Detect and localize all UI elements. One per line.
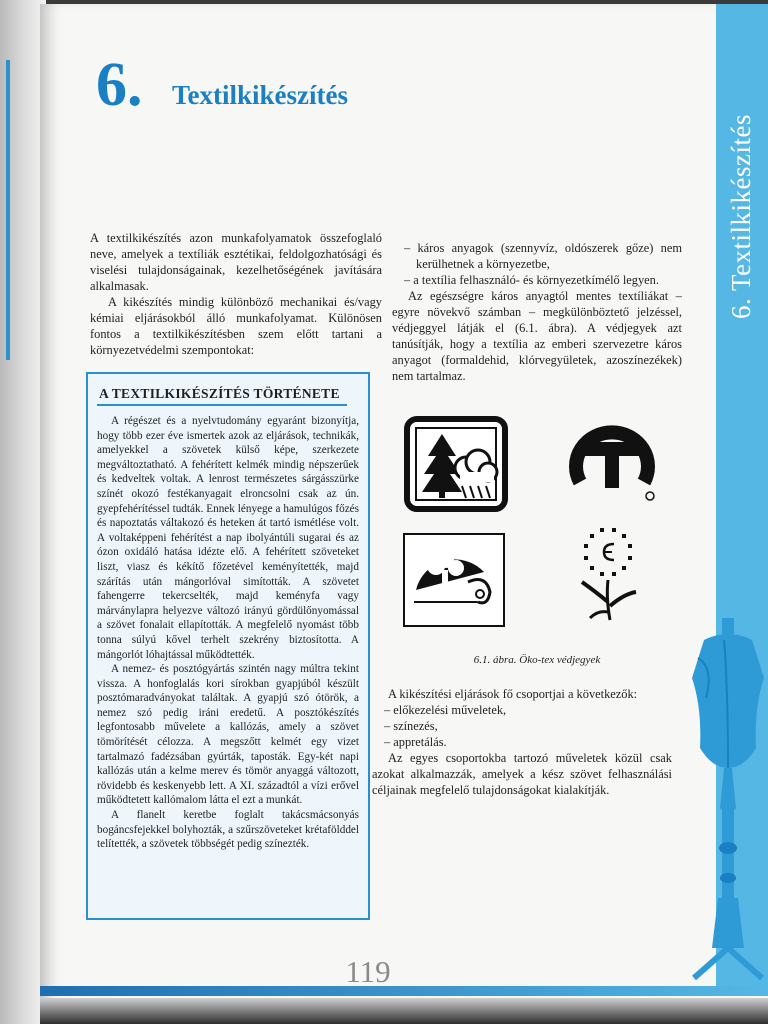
list-item: – káros anyagok (szennyvíz, oldószerek gőze) nem kerülhetnek a környezetbe, [404,241,682,271]
intro-text [90,230,382,358]
closing-paragraph: Az egyes csoportokba tartozó műveletek közül csak azokat alkalmazzák, amelyek a kész szövet felhasználási céljainak megfelelő tulajdonságokat kialakítják. [372,751,672,797]
intro-paragraph: A textilkikészítés azon munkafolyamatok összefoglaló neve, amelyek a textíliák esztétikai, feldolgozhatósági és viselési tulajdonságainak, kezelhetőségének javítására alkalmasak. [90,231,382,293]
list-item: – előkezelési műveletek, [384,703,507,717]
history-box-title: A TEXTILKIKÉSZÍTÉS TÖRTÉNETE [99,386,340,401]
trademark-paragraph: Az egészségre káros anyagtól mentes textíliákat – egyre növekvő számban – megkülönböztető jelzéssel, védjeggyel látják el (6.1. ábra). A védjegyek azt tanúsítják, hogy a textília az emberi szervezetre káros anyagot (formaldehid, klórvegyületek, azoszínezékek) nem tartalmaz. [392,289,682,383]
side-tab-text: 6. Textilkikészítés [726,113,757,319]
chapter-number: 6. [96,51,143,119]
history-box-rule [97,404,347,406]
list-item: – a textília felhasználó- és környezetkímélő legyen. [404,273,659,287]
oeko-tex-figure [400,412,670,630]
process-groups-list [372,702,672,750]
history-paragraph: A nemez- és posztógyártás szintén nagy múltra tekint vissza. A honfoglalás kori sírokban gyapjúból készült posztómaradványokat találtak. A gyapjú szó ótörök, a nemez szó pedig iráni eredetű. A posztókészítés legfontosabb művelete a kallózás, amely a szövet tömörítését célozza. A megszőtt kelmét egy vizet tartalmazó fadézsában gyúrták, taposták. Egy-két napi kallózás után a kelme merev és tömör anyaggá változott, rövidebb és keskenyebb lett. A XI. századtól a vízi erővel működtetett kallómalom látta el ezt a munkát. [97,663,359,807]
figure-caption: 6.1. ábra. Öko-tex védjegyek [473,654,601,666]
intro-paragraph: A kikészítés mindig különböző mechanikai és/vagy kémiai eljárásokból álló munkafolyamat. Különösen fontos a textilkikészítésben szem előtt tartani a környezetvédelmi szempontokat: [90,295,382,357]
mannequin-icon [684,618,768,998]
history-paragraph: A régészet és a nyelvtudomány egyaránt bizonyítja, hogy több ezer éve ismertek azok az eljárások, technikák, amelyekkel a szövetek külső képe, szerkezete megváltoztatható. A fehérített kelmék mindig népszerűek és kedveltek voltak. A lenrost természetes sárgásszürke színét okozó festékanyagait elroncsolni csak az ún. gyepfehérítéssel tudták. Ennek lényege a hamulúgos főzés és napoztatás váltakozó és heteken át tartó ismétlése volt. A voltaképpeni fehérítést a nap ibolyántúli sugarai és az ózon oxidáló hatása idézte elő. A fehérített szöveteket liszt, viasz és kékítő főzetével keményítették, majd szárítás után mángorlóval simították. A szövetet fahengerre tekercselték, majd keményfa vagy márványlapra helyezve változó irányú gördülőnyomással a szövet fonalait ellapították. A megfelelő nyomást több tonna súlyú kővel terhelt szekrény biztosította. A mángorlót lóhajtással működtették. [97,415,359,661]
right-column-bottom [372,686,672,798]
tree-cloud-logo-icon [404,416,508,512]
page-number: 119 [345,954,391,989]
groups-intro: A kikészítési eljárások fő csoportjai a következők: [388,687,638,701]
right-column-top [392,240,682,384]
environment-list [392,240,682,288]
list-item: – színezés, [384,719,438,733]
side-tab-title [722,66,762,366]
page-bottom-shadow [40,998,768,1024]
list-item: – appretálás. [384,735,447,749]
history-box-text [97,414,359,852]
history-paragraph: A flanelt keretbe foglalt takácsmácsonyás bogáncsfejekkel bolyhozták, a szűrszöveteket krétafölddel telítették, a szövetek többségét pedig színezték. [97,809,359,851]
history-box [86,372,370,920]
tree-fabric-logo-icon [402,532,506,628]
t-mark-logo-icon [562,418,662,514]
footer-band [40,986,768,996]
chapter-title: Textilkikészítés [172,80,349,110]
flower-logo-icon [560,522,660,626]
facing-page-edge [6,60,10,360]
